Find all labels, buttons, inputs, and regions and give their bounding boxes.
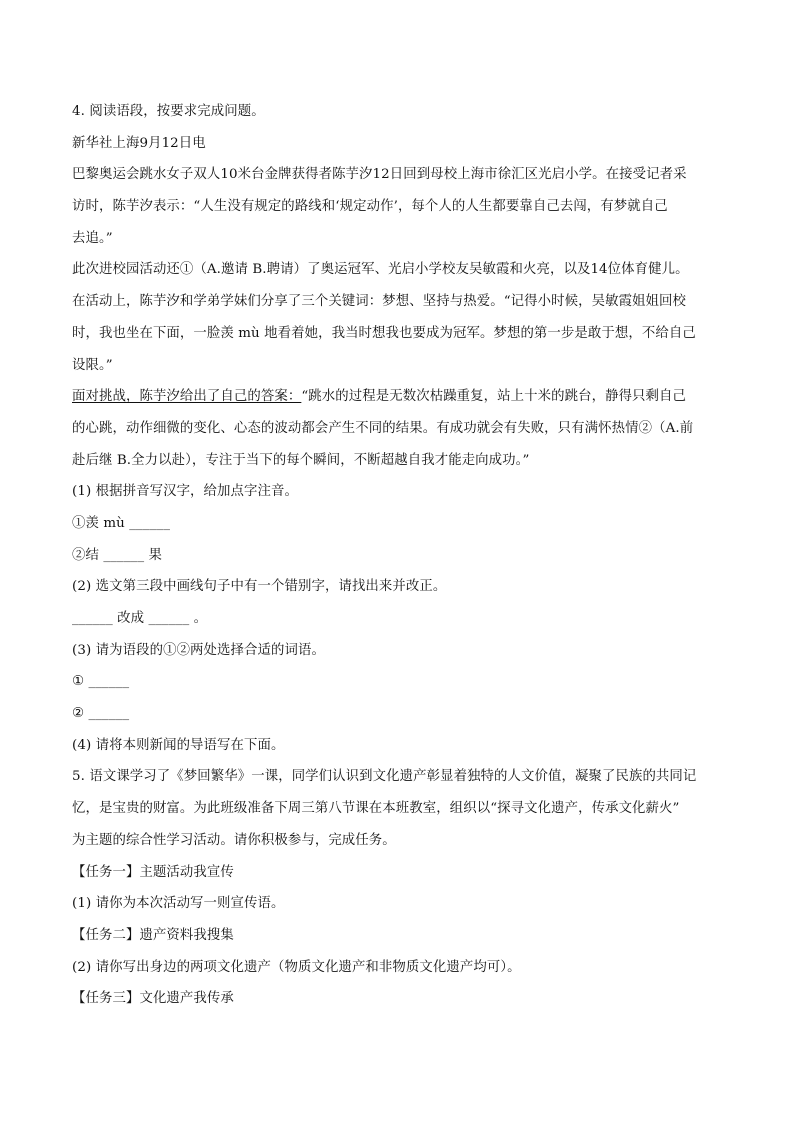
underlined-sentence: 面对挑战，陈芋汐给出了自己的答案： bbox=[72, 389, 302, 405]
answer-blank-line: ① ______ bbox=[72, 674, 130, 690]
question-5-line: 忆，是宝贵的财富。为此班级准备下周三第八节课在本班教室，组织以“探寻文化遗产，传承文化薪火” bbox=[72, 801, 680, 817]
paragraph-2-line: 设限。” bbox=[72, 357, 113, 373]
paragraph-2-line: 此次进校园活动还①（A.邀请 B.聘请）了奥运冠军、光启小学校友吴敏霞和火亮，以及14位体育健儿。 bbox=[72, 262, 689, 278]
paragraph-1-line: 访时，陈芋汐表示：“人生没有规定的路线和‘规定动作’，每个人的人生都要靠自己去闯，有梦就自己 bbox=[72, 199, 668, 215]
paragraph-2-line: 时，我也坐在下面，一脸羡 mù 地看着她，我当时想我也要成为冠军。梦想的第一步是敢于想，不给自己 bbox=[72, 325, 696, 341]
question-5-line: 5. 语文课学习了《梦回繁华》一课，同学们认识到文化遗产彰显着独特的人文价值，凝聚了民族的共同记 bbox=[72, 769, 697, 785]
paragraph-1-line: 巴黎奥运会跳水女子双人10米台金牌获得者陈芋汐12日回到母校上海市徐汇区光启小学。在接受记者采 bbox=[72, 167, 687, 183]
paragraph-3-line: 的心跳，动作细微的变化、心态的波动都会产生不同的结果。有成功就会有失败，只有满怀热情②（A.前 bbox=[72, 420, 694, 436]
sub-question-1: (1) 根据拼音写汉字，给加点字注音。 bbox=[72, 484, 298, 500]
document-page bbox=[72, 96, 722, 1015]
sub-question-2: (2) 选文第三段中画线句子中有一个错别字，请找出来并改正。 bbox=[72, 579, 447, 595]
question-5-line: 为主题的综合性学习活动。请你积极参与，完成任务。 bbox=[72, 832, 396, 848]
answer-blank-line: ② ______ bbox=[72, 706, 130, 722]
paragraph-3-line: 赴后继 B.全力以赴），专注于当下的每个瞬间，不断超越自我才能走向成功。” bbox=[72, 452, 530, 468]
paragraph-2-line: 在活动上，陈芋汐和学弟学妹们分享了三个关键词：梦想、坚持与热爱。“记得小时候，吴敏霞姐姐回校 bbox=[72, 294, 687, 310]
task-2-question: (2) 请你写出身边的两项文化遗产（物质文化遗产和非物质文化遗产均可）。 bbox=[72, 959, 521, 975]
answer-blank-line: ②结 ______ 果 bbox=[72, 547, 162, 563]
sub-question-4: (4) 请将本则新闻的导语写在下面。 bbox=[72, 737, 285, 753]
answer-blank-line: ______ 改成 ______ 。 bbox=[72, 611, 208, 626]
answer-blank-line: ①羡 mù ______ bbox=[72, 515, 170, 531]
sub-question-3: (3) 请为语段的①②两处选择合适的词语。 bbox=[72, 642, 325, 658]
paragraph-3-line bbox=[72, 381, 722, 413]
task-2-heading: 【任务二】遗产资料我搜集 bbox=[72, 927, 234, 943]
question-4-heading: 4. 阅读语段，按要求完成问题。 bbox=[72, 104, 265, 119]
task-1-heading: 【任务一】主题活动我宣传 bbox=[72, 864, 234, 880]
task-3-heading: 【任务三】文化遗产我传承 bbox=[72, 991, 234, 1007]
paragraph-1-line: 去追。” bbox=[72, 230, 113, 246]
task-1-question: (1) 请你为本次活动写一则宣传语。 bbox=[72, 896, 285, 912]
paragraph-3-text: “跳水的过程是无数次枯躁重复，站上十米的跳台，静得只剩自己 bbox=[301, 389, 687, 405]
news-dateline: 新华社上海9月12日电 bbox=[72, 135, 206, 151]
